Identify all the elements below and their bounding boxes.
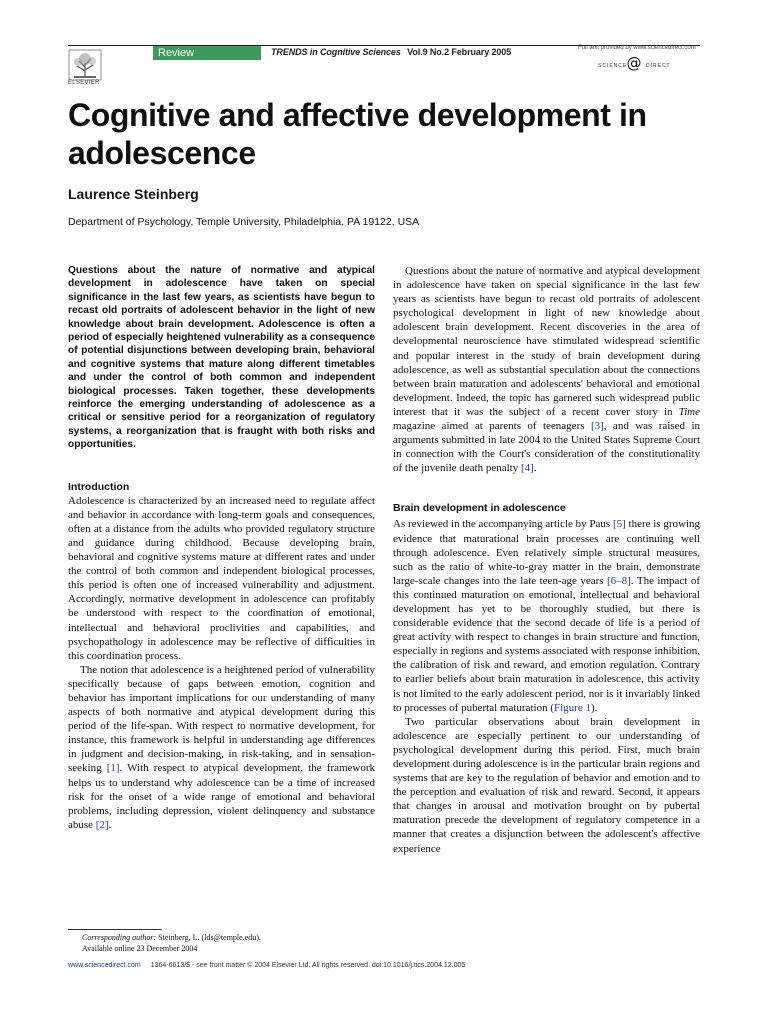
elsevier-tree-logo: [68, 49, 102, 81]
right-column: [393, 264, 700, 856]
footer-text: 1364-6613/$ - see front matter © 2004 Elsevier Ltd. All rights reserved. doi:10.1016/j.tics.2004.12.005: [150, 962, 466, 969]
logo-left-word: SCIENCE: [598, 63, 628, 69]
intro-p2-text: The notion that adolescence is a heightened period of vulnerability specifically because of gaps between emotion, cognition and behavior has important implications for our understanding of many aspects of both normative and atypical development during this period of the life-span. With respect to normative development, for instance, this framework is helpful in understanding age differences in judgment and decision-making, in risk-taking, and in sensation-seeking: [68, 663, 375, 775]
right-p1-text-3: , and was raised in arguments submitted in late 2004 to the United States Supreme Court in connection with the Court's consideration of the constitutionality of the juvenile death penalty: [393, 420, 701, 475]
brain-p1-c: . The impact of this continued maturation on emotional, intellectual and behavioral development has yet to be thoroughly studied, but there is considerable evidence that the second decade of life is a period of great activity with respect to changes in brain structure and function, especially in regions and systems associated with response inhibition, the calibration of risk and reward, and emotion regulation. Contrary to earlier beliefs about brain maturation in adolescence, this activity is not limited to the early adolescent period, nor is it invariably linked to processes of pubertal maturation (: [393, 574, 701, 714]
intro-p2-end: .: [108, 818, 112, 831]
logo-at-icon: @: [626, 54, 642, 72]
intro-paragraph-1: Adolescence is characterized by an increased need to regulate affect and behavior in accordance with long-term goals and consequences, often at a distance from the adults who provided regulatory structure and guidance during childhood. Because developing brain, behavioral and cognitive systems mature at different rates and under the control of both common and independent biological processes, this period is often one of increased vulnerability and adjustment. Accordingly, normative development in adolescence can profitably be understood with respect to the coordination of emotional, intellectual and behavioral proclivities and capabilities, and psychopathology in adolescence may be reflective of difficulties in this coordination process.: [68, 494, 375, 662]
figure-link[interactable]: Figure 1: [553, 701, 591, 714]
citation-link[interactable]: [4]: [520, 462, 534, 475]
sciencedirect-logo: [598, 55, 678, 75]
footnote-text: Steinberg, L. (lds@temple.edu).: [156, 933, 261, 942]
citation-link[interactable]: [1]: [106, 762, 120, 775]
corresponding-author: [82, 932, 261, 943]
sciencedirect-link[interactable]: www.sciencedirect.com: [68, 962, 141, 969]
right-p1-text-1: Questions about the nature of normative and atypical development in adolescence have taken on special significance in the last few years as scientists have begun to recast old portraits of adolescent psychological development in light of new knowledge about adolescent brain development. Recent discoveries in the area of developmental neuroscience have stimulated widespread scientific and popular interest in the study of brain development during adolescence, as well as substantial speculation about the connections between brain maturation and adolescents' behavioral and emotional development. Indeed, the topic has garnered such widespread public interest that it was the subject of a recent cover story in: [393, 265, 700, 418]
article-title: Cognitive and affective development in adolescence: [68, 97, 647, 171]
citation-link[interactable]: [2]: [95, 818, 109, 831]
footnote-rule: [68, 929, 162, 930]
volume-issue: Vol.9 No.2 February 2005: [407, 47, 512, 57]
section-heading-brain-development: Brain development in adolescence: [393, 502, 566, 515]
section-tab: Review: [153, 46, 261, 60]
brain-paragraph-1: [393, 517, 700, 714]
brain-p1-b: there is growing evidence that maturational brain processes are continuing well through adolescence. Even relatively simple structural measures, such as the ratio of white-to-gray matter in the brain, demonstrate large-scale changes into the late teen-age years: [393, 518, 700, 587]
intro-continued-paragraph: [393, 264, 700, 475]
magazine-name: Time: [678, 405, 700, 418]
journal-name: TRENDS in Cognitive Sciences: [271, 47, 401, 57]
available-online: Available online 23 December 2004: [82, 944, 198, 953]
page-footer: [68, 962, 465, 969]
author-name: Laurence Steinberg: [68, 186, 199, 202]
left-column: [68, 264, 375, 832]
intro-p2-text-2: . With respect to atypical development, the framework helps us to understand why adolescence can be a time of increased risk for the onset of a wide range of emotional and behavioral problems, including depression, violent delinquency and substance abuse: [68, 762, 375, 831]
author-affiliation: Department of Psychology, Temple University, Philadelphia, PA 19122, USA: [68, 216, 420, 228]
brain-paragraph-2: Two particular observations about brain development in adolescence are especially pertinent to our understanding of psychological development during this period. First, much brain development during adolescence is in the particular brain regions and systems that are key to the regulation of behavior and emotion and to the perception and evaluation of risk and reward. Second, it appears that changes in arousal and motivation brought on by pubertal maturation precede the development of regulatory competence in a manner that creates a disjunction between the adolescent's affective experience: [393, 715, 700, 855]
citation-link[interactable]: [6–8]: [607, 574, 631, 587]
intro-paragraph-2: [68, 663, 375, 832]
footnote: [82, 932, 261, 954]
citation-link[interactable]: [3]: [590, 420, 604, 433]
logo-right-word: DIRECT: [646, 63, 671, 69]
fulltext-notice: Full text provided by www.sciencedirect.com: [578, 45, 696, 51]
abstract: Questions about the nature of normative and atypical development in adolescence have taken on special significance in the last few years, as scientists have begun to recast old portraits of adolescent behavior in the light of new knowledge about brain development. Adolescence is often a period of especially heightened vulnerability as a consequence of potential disjunctions between developing brain, behavioral and cognitive systems that mature along different timetables and under the control of both common and independent biological processes. Taken together, these developments reinforce the emerging understanding of adolescence as a critical or sensitive period for a reorganization of regulatory systems, a reorganization that is fraught with both risks and opportunities.: [68, 265, 375, 451]
right-p1-end: .: [533, 462, 537, 475]
footnote-label: Corresponding author:: [82, 933, 157, 942]
publisher-name: ELSEVIER: [68, 80, 100, 86]
brain-p1-d: ).: [590, 701, 598, 714]
right-p1-text-2: magazine aimed at parents of teenagers: [393, 420, 591, 433]
section-heading-introduction: Introduction: [68, 480, 130, 493]
brain-p1-a: As reviewed in the accompanying article by Paus: [393, 518, 613, 531]
journal-info: [271, 47, 511, 57]
citation-link[interactable]: [5]: [612, 518, 626, 531]
